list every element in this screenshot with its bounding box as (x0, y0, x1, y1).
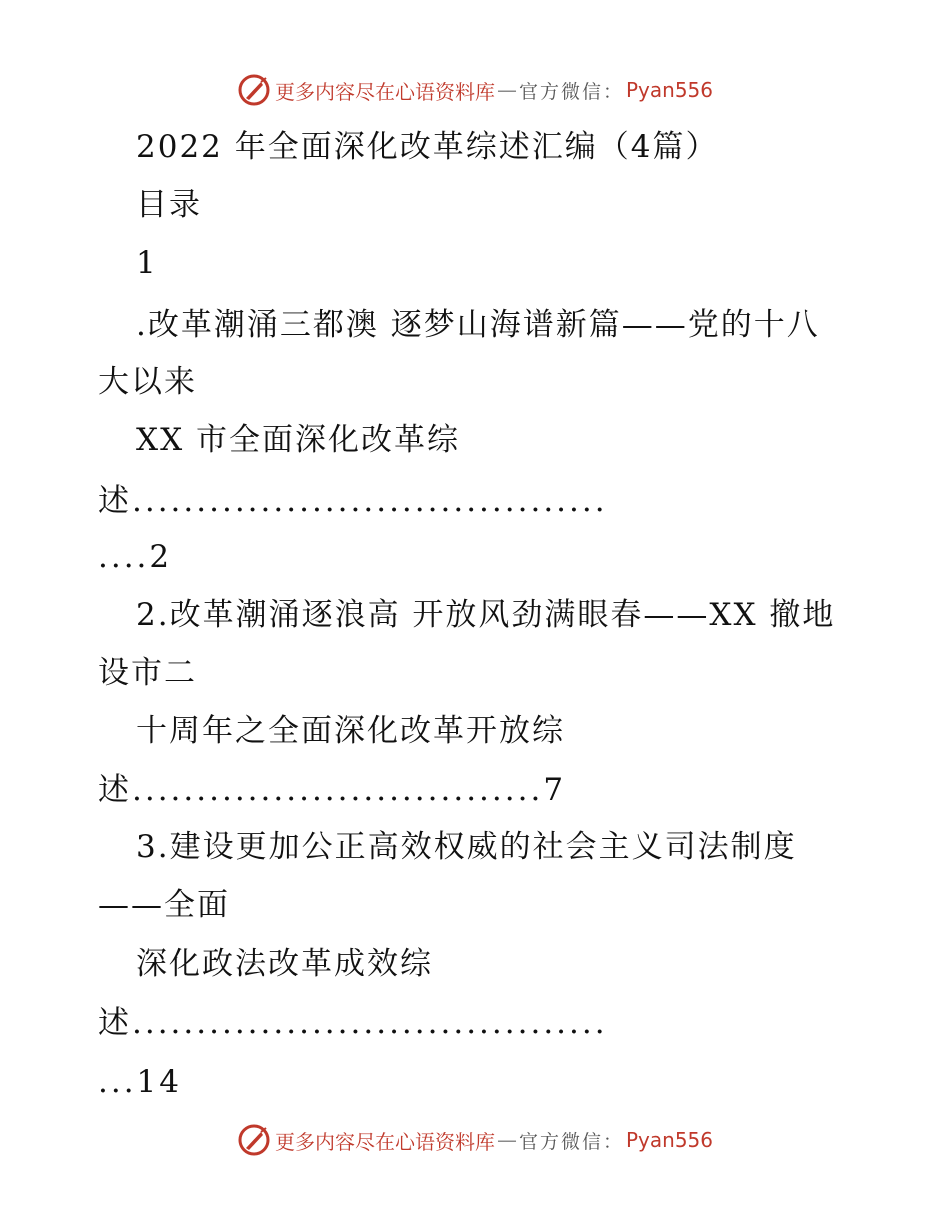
toc-line: 2.改革潮涌逐浪高 开放风劲满眼春——XX 撤地 (136, 597, 836, 633)
toc-line: 3.建设更加公正高效权威的社会主义司法制度 (136, 829, 797, 865)
toc-line: ....2 (98, 539, 173, 575)
toc-line: 述..................................... (98, 483, 608, 519)
toc-line: XX 市全面深化改革综 (136, 422, 460, 458)
toc-heading: 目录 (136, 187, 202, 223)
quill-logo-icon (237, 1123, 271, 1157)
toc-line: ——全面 (98, 887, 230, 923)
toc-line: 大以来 (98, 364, 197, 400)
header-banner (0, 70, 950, 110)
banner-separator: — (496, 78, 517, 102)
toc-line: 深化政法改革成效综 (136, 946, 433, 982)
toc-line: 1 (136, 245, 158, 281)
toc-line: 述..................................... (98, 1005, 608, 1041)
banner-text: 更多内容尽在心语资料库 (274, 79, 495, 104)
toc-line: .改革潮涌三都澳 逐梦山海谱新篇——党的十八 (136, 307, 820, 343)
banner-subtitle: 官方微信： (518, 1130, 624, 1153)
toc-line: 十周年之全面深化改革开放综 (136, 713, 565, 749)
toc-line: ...14 (98, 1064, 183, 1100)
banner-separator: — (496, 1128, 517, 1152)
banner-wechat-id: Pyan556 (626, 1128, 714, 1152)
toc-line: 设市二 (98, 655, 197, 691)
footer-banner (0, 1120, 950, 1160)
banner-wechat-id: Pyan556 (626, 78, 714, 102)
quill-logo-icon (237, 73, 271, 107)
banner-text: 更多内容尽在心语资料库 (274, 1129, 495, 1154)
document-title: 2022 年全面深化改革综述汇编（4篇） (136, 129, 719, 165)
toc-line: 述................................7 (98, 772, 567, 808)
banner-subtitle: 官方微信： (518, 80, 624, 103)
